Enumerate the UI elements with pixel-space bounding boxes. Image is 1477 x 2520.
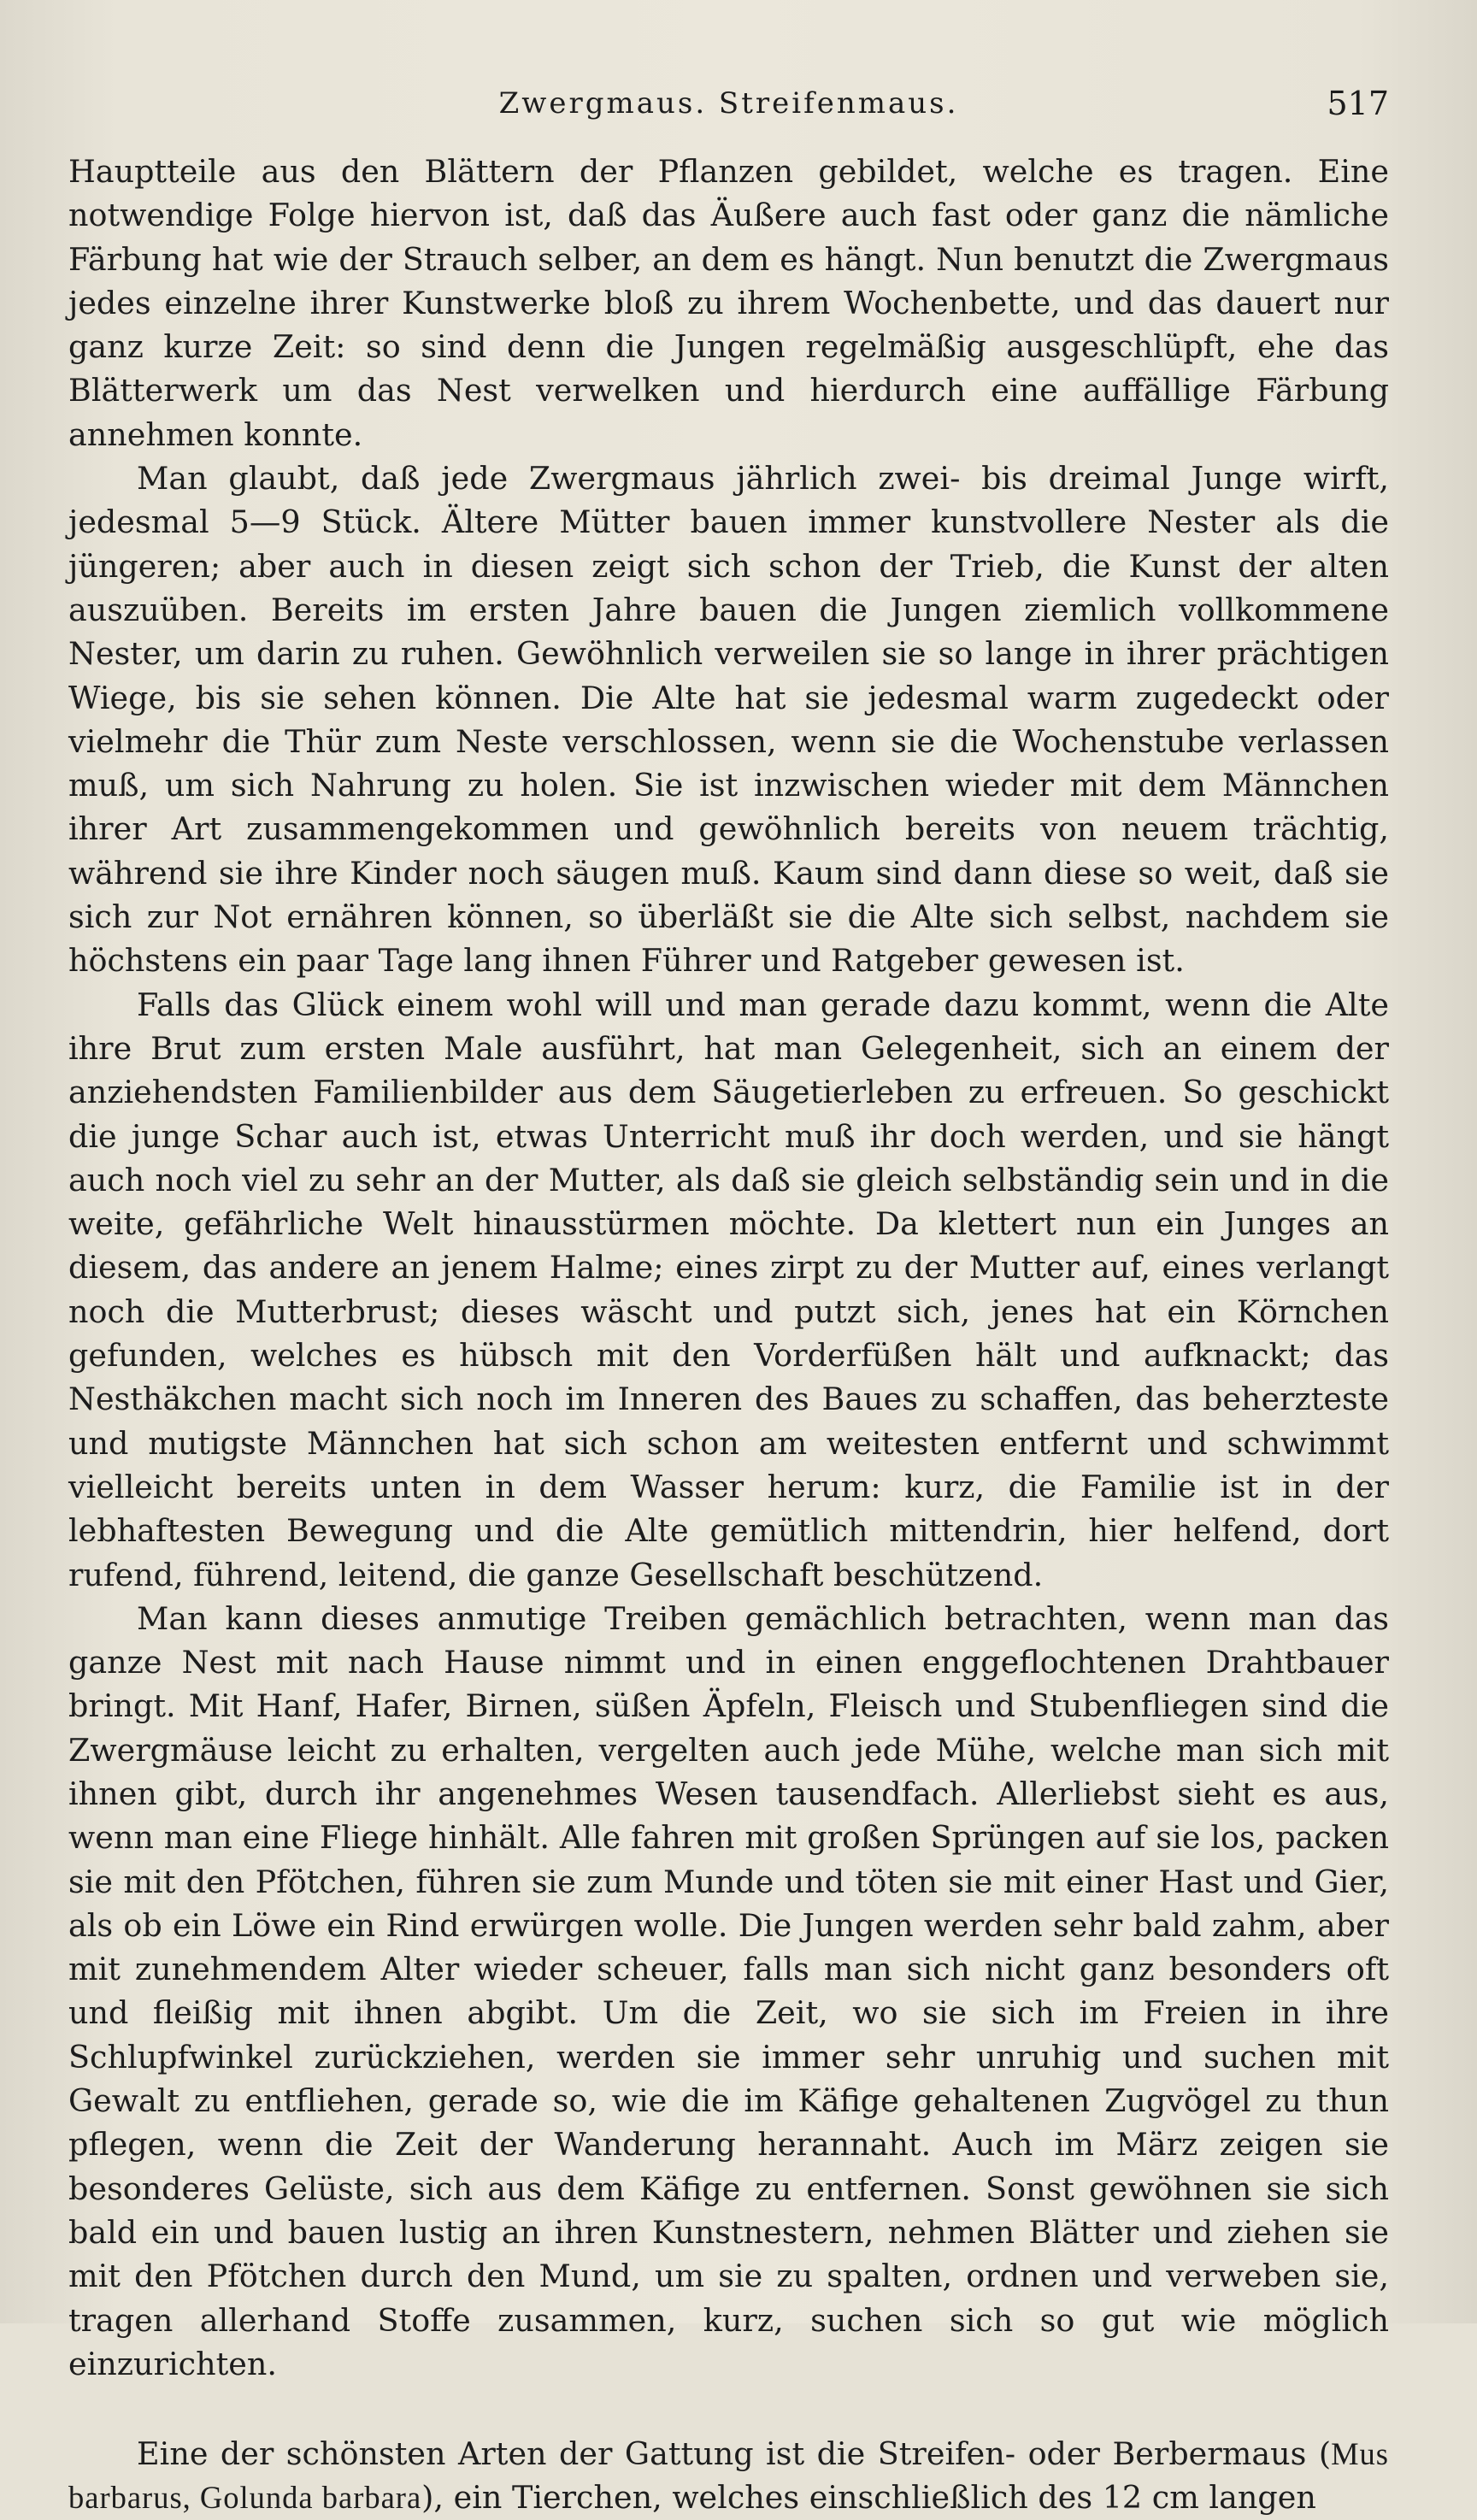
running-head [68,81,1389,132]
paragraph-streifenmaus [68,2432,1389,2520]
paragraph-text-before: Eine der schönsten Arten der Gattung ist die Streifen- oder Berbermaus ( [137,2435,1332,2473]
paragraph: Hauptteile aus den Blättern der Pflanzen gebildet, welche es tragen. Eine notwendige Folge hiervon ist, daß das Äußere auch fast oder ganz die nämliche Färbung hat wie der Strauch selber, an dem es hängt. Nun benutzt die Zwergmaus jedes einzelne ihrer Kunstwerke bloß zu ihrem Wochenbette, und das dauert nur ganz kurze Zeit: so sind denn die Jungen regelmäßig ausgeschlüpft, ehe das Blätterwerk um das Nest verwelken und hierdurch eine auffällige Färbung annehmen konnte. [68,153,1389,453]
body-text [68,150,1389,2520]
latin-species-name: Mus barbarus, Golunda barbara [68,2436,1389,2516]
paragraph-text-after: ), ein Tierchen, welches einschließlich des 12 cm langen [421,2479,1316,2517]
paragraph: Falls das Glück einem wohl will und man gerade dazu kommt, wenn die Alte ihre Brut zum ersten Male ausführt, hat man Gelegenheit, sich an einem der anziehendsten Familienbilder aus dem Säugetierleben zu erfreuen. So geschickt die junge Schar auch ist, etwas Unterricht muß ihr doch werden, und sie hängt auch noch viel zu sehr an der Mutter, als daß sie gleich selbständig sein und in die weite, gefährliche Welt hinausstürmen möchte. Da klettert nun ein Junges an diesem, das andere an jenem Halme; eines zirpt zu der Mutter auf, eines verlangt noch die Mutterbrust; dieses wäscht und putzt sich, jenes hat ein Körnchen gefunden, welches es hübsch mit den Vorderfüßen hält und aufknackt; das Nesthäkchen macht sich noch im Inneren des Baues zu schaffen, das beherzteste und mutigste Männchen hat sich schon am weitesten entfernt und schwimmt vielleicht bereits unten in dem Wasser herum: kurz, die Familie ist in der lebhaftesten Bewegung und die Alte gemütlich mittendrin, hier helfend, dort rufend, führend, leitend, die ganze Gesellschaft beschützend. [68,986,1389,1593]
page-number: 517 [1327,85,1389,122]
paragraph: Man kann dieses anmutige Treiben gemächlich betrachten, wenn man das ganze Nest mit nach Hause nimmt und in einen enggeflochtenen Drahtbauer bringt. Mit Hanf, Hafer, Birnen, süßen Äpfeln, Fleisch und Stubenfliegen sind die Zwergmäuse leicht zu erhalten, vergelten auch jede Mühe, welche man sich mit ihnen gibt, durch ihr angenehmes Wesen tausendfach. Allerliebst sieht es aus, wenn man eine Fliege hinhält. Alle fahren mit großen Sprüngen auf sie los, packen sie mit den Pfötchen, führen sie zum Munde und töten sie mit einer Hast und Gier, als ob ein Löwe ein Rind erwürgen wolle. Die Jungen werden sehr bald zahm, aber mit zunehmendem Alter wieder scheuer, falls man sich nicht ganz besonders oft und fleißig mit ihnen abgibt. Um die Zeit, wo sie sich im Freien in ihre Schlupfwinkel zurückziehen, werden sie immer sehr unruhig und suchen mit Gewalt zu entfliehen, gerade so, wie die im Käfige gehaltenen Zugvögel zu thun pflegen, wenn die Zeit der Wanderung herannaht. Auch im März zeigen sie besonderes Gelüste, sich aus dem Käfige zu entfernen. Sonst gewöhnen sie sich bald ein und bauen lustig an ihren Kunstnestern, nehmen Blätter und ziehen sie mit den Pfötchen durch den Mund, um sie zu spalten, ordnen und verweben sie, tragen allerhand Stoffe zusammen, kurz, suchen sich so gut wie möglich einzurichten. [68,1599,1389,2382]
section-gap [68,2386,1389,2432]
running-title: Zwergmaus. Streifenmaus. [498,86,959,121]
paragraph: Man glaubt, daß jede Zwergmaus jährlich zwei- bis dreimal Junge wirft, jedesmal 5—9 Stück. Ältere Mütter bauen immer kunstvollere Nester als die jüngeren; aber auch in diesen zeigt sich schon der Trieb, die Kunst der alten auszuüben. Bereits im ersten Jahre bauen die Jungen ziemlich vollkommene Nester, um darin zu ruhen. Gewöhnlich verweilen sie so lange in ihrer prächtigen Wiege, bis sie sehen können. Die Alte hat sie jedesmal warm zugedeckt oder vielmehr die Thür zum Neste verschlossen, wenn sie die Wochenstube verlassen muß, um sich Nahrung zu holen. Sie ist inzwischen wieder mit dem Männchen ihrer Art zusammengekommen und gewöhnlich bereits von neuem trächtig, während sie ihre Kinder noch säugen muß. Kaum sind dann diese so weit, daß sie sich zur Not ernähren können, so überläßt sie die Alte sich selbst, nachdem sie höchstens ein paar Tage lang ihnen Führer und Ratgeber gewesen ist. [68,460,1389,980]
